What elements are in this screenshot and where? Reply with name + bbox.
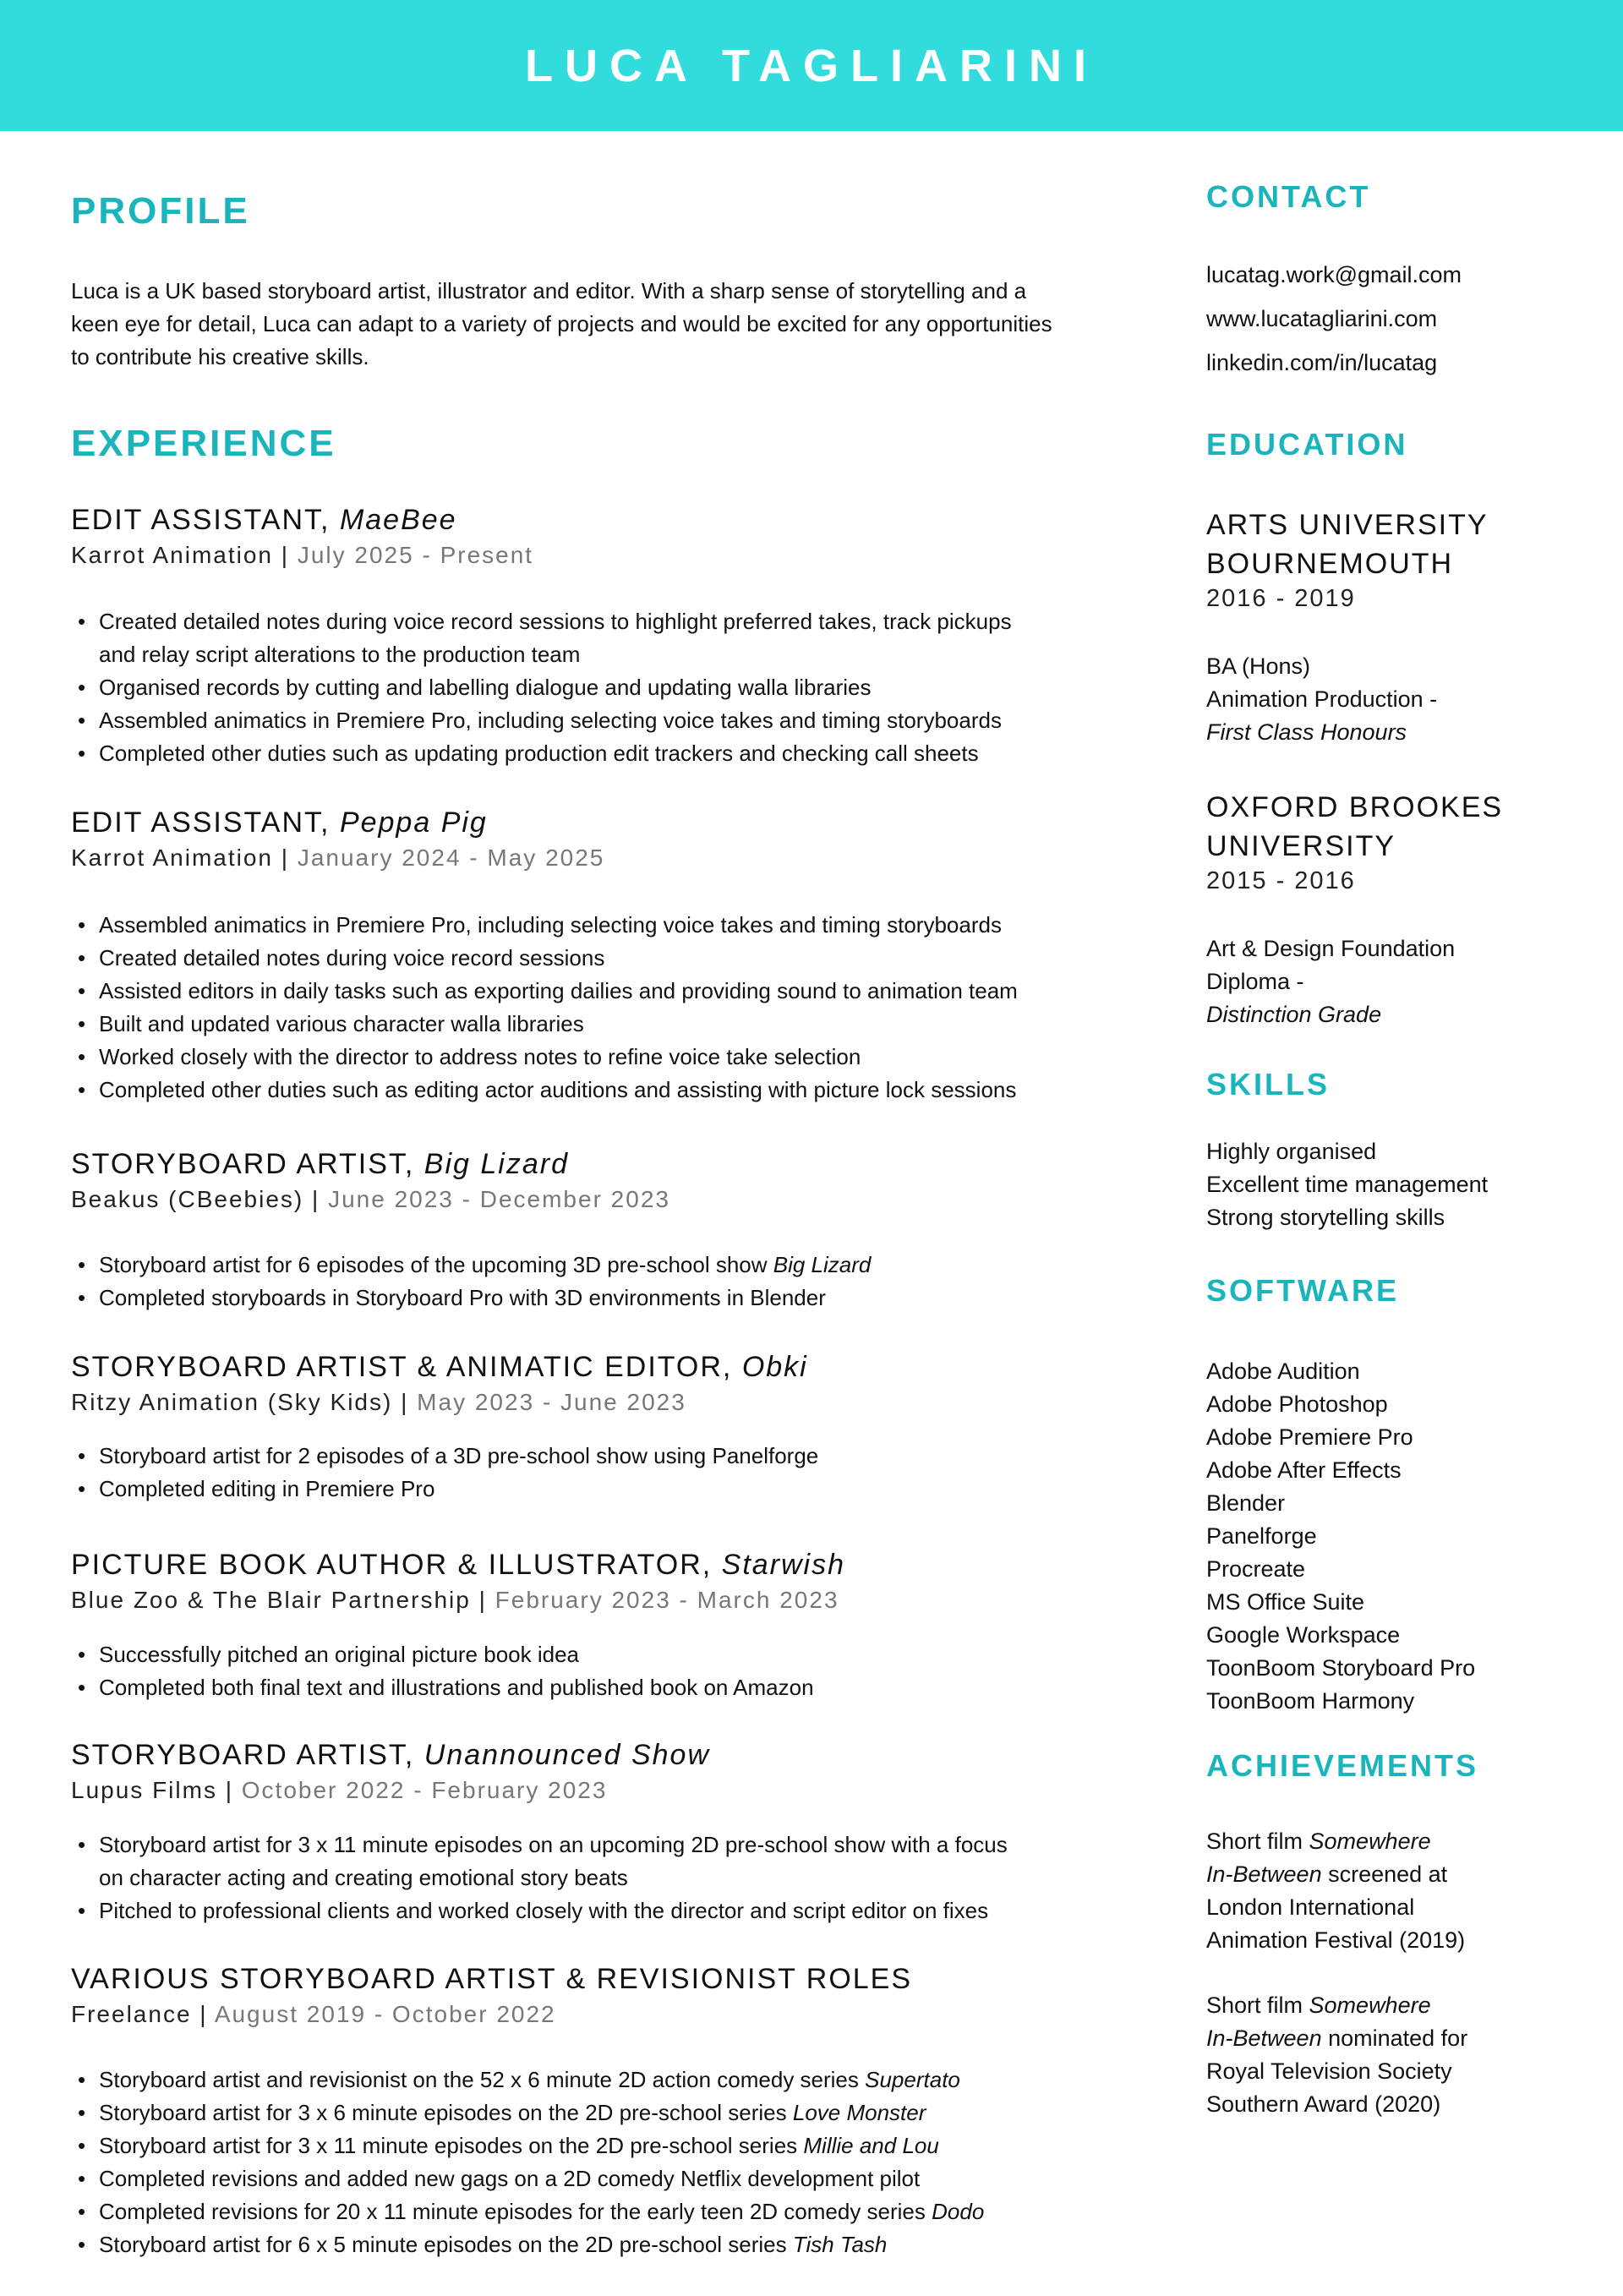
job-company: Freelance: [71, 2001, 192, 2027]
job-bullets: [71, 1638, 814, 1704]
job-show: Starwish: [721, 1549, 846, 1581]
achievement-line: Royal Television Society: [1206, 2058, 1452, 2084]
software-list: [1206, 1355, 1475, 1718]
achievement-text: Short film: [1206, 1829, 1309, 1854]
education-heading: EDUCATION: [1206, 427, 1408, 462]
bullet-show-title: Supertato: [865, 2067, 960, 2092]
school-name: UNIVERSITY: [1206, 830, 1396, 862]
job-role: VARIOUS STORYBOARD ARTIST & REVISIONIST ROLES: [71, 1963, 913, 1995]
job-show: Unannounced Show: [424, 1739, 711, 1771]
achievement-line: [1206, 2022, 1467, 2055]
skill-item: Excellent time management: [1206, 1172, 1489, 1197]
bullet-text: Storyboard artist for 6 episodes of the upcoming 3D pre-school show: [99, 1252, 773, 1277]
bullet-item-continued: [71, 638, 1012, 671]
job-company: Blue Zoo & The Blair Partnership: [71, 1587, 471, 1613]
job-separator: |: [312, 1186, 320, 1212]
job-company: Karrot Animation: [71, 845, 273, 871]
job-entry: [71, 805, 1170, 876]
job-company-line: [71, 1773, 1170, 1808]
profile-line: Luca is a UK based storyboard artist, illustrator and editor. With a sharp sense of storytelling and a: [71, 278, 1027, 303]
job-role: PICTURE BOOK AUTHOR & ILLUSTRATOR,: [71, 1549, 722, 1581]
job-dates: October 2022 - February 2023: [241, 1777, 608, 1803]
bullet-item: • Organised records by cutting and labelling dialogue and updating walla libraries: [71, 671, 1012, 704]
job-entry: [71, 1547, 1170, 1618]
degree-line: Art & Design Foundation: [1206, 936, 1456, 961]
software-item: Adobe After Effects: [1206, 1457, 1402, 1483]
job-role: EDIT ASSISTANT,: [71, 504, 340, 536]
school-years: 2015 - 2016: [1206, 867, 1356, 894]
software-item: Google Workspace: [1206, 1622, 1401, 1648]
job-title: [71, 1547, 1170, 1583]
job-role: STORYBOARD ARTIST,: [71, 1739, 424, 1771]
software-item: Adobe Premiere Pro: [1206, 1424, 1413, 1450]
job-company-line: [71, 840, 1170, 876]
job-company-line: [71, 1385, 1170, 1420]
job-dates: February 2023 - March 2023: [495, 1587, 839, 1613]
film-title: In-Between: [1206, 1861, 1322, 1887]
job-bullets: [71, 2064, 984, 2261]
software-item: MS Office Suite: [1206, 1589, 1365, 1615]
bullet-item: • Built and updated various character walla libraries: [71, 1008, 1018, 1041]
software-item: Adobe Photoshop: [1206, 1391, 1388, 1417]
achievements-heading: ACHIEVEMENTS: [1206, 1748, 1479, 1783]
job-dates: July 2025 - Present: [297, 542, 534, 568]
film-title: Somewhere: [1309, 1993, 1431, 2018]
job-title: [71, 502, 1170, 538]
contact-website[interactable]: www.lucatagliarini.com: [1206, 306, 1438, 331]
software-item: Panelforge: [1206, 1523, 1317, 1549]
bullet-item: • Completed revisions and added new gags on a 2D comedy Netflix development pilot: [71, 2162, 984, 2195]
job-bullets: [71, 909, 1018, 1107]
bullet-text: Storyboard artist for 6 x 5 minute episodes on the 2D pre-school series: [99, 2232, 793, 2257]
job-entry: [71, 1961, 1170, 2032]
film-title: In-Between: [1206, 2025, 1322, 2051]
bullet-item: [71, 2064, 984, 2096]
skills-heading: SKILLS: [1206, 1067, 1331, 1102]
job-separator: |: [225, 1777, 233, 1803]
school-name: BOURNEMOUTH: [1206, 548, 1454, 580]
job-role: STORYBOARD ARTIST & ANIMATIC EDITOR,: [71, 1351, 742, 1383]
bullet-item: [71, 2228, 984, 2261]
bullet-item: • Worked closely with the director to address notes to refine voice take selection: [71, 1041, 1018, 1074]
software-item: Adobe Audition: [1206, 1358, 1360, 1384]
bullet-item: [71, 1249, 871, 1282]
job-company: Ritzy Animation (Sky Kids): [71, 1389, 393, 1415]
school-name: ARTS UNIVERSITY: [1206, 509, 1489, 541]
job-separator: |: [401, 1389, 409, 1415]
bullet-item: • Completed storyboards in Storyboard Pro with 3D environments in Blender: [71, 1282, 871, 1315]
bullet-item: • Assembled animatics in Premiere Pro, including selecting voice takes and timing storyboards: [71, 704, 1012, 737]
bullet-item: • Completed editing in Premiere Pro: [71, 1473, 818, 1506]
profile-line: to contribute his creative skills.: [71, 344, 369, 369]
experience-heading: EXPERIENCE: [71, 423, 336, 464]
software-item: ToonBoom Harmony: [1206, 1688, 1415, 1714]
degree-grade: Distinction Grade: [1206, 1002, 1382, 1027]
school-name: OXFORD BROOKES: [1206, 791, 1504, 823]
bullet-item: • Completed other duties such as editing actor auditions and assisting with picture lock sessions: [71, 1074, 1018, 1107]
job-entry: [71, 502, 1170, 573]
job-bullets: [71, 605, 1012, 770]
achievement-item: [1206, 1825, 1465, 1957]
bullet-item: • Pitched to professional clients and worked closely with the director and script editor on fixes: [71, 1894, 1008, 1927]
bullet-item: [71, 2096, 984, 2129]
job-role: EDIT ASSISTANT,: [71, 806, 340, 839]
bullet-show-title: Love Monster: [792, 2100, 926, 2125]
software-item: Blender: [1206, 1490, 1286, 1516]
job-role: STORYBOARD ARTIST,: [71, 1148, 424, 1180]
bullet-item: • Assembled animatics in Premiere Pro, including selecting voice takes and timing storyboards: [71, 909, 1018, 942]
bullet-item: • Storyboard artist for 2 episodes of a 3D pre-school show using Panelforge: [71, 1440, 818, 1473]
bullet-show-title: Millie and Lou: [803, 2133, 939, 2158]
bullet-item: • Storyboard artist for 3 x 11 minute episodes on an upcoming 2D pre-school show with a focus: [71, 1829, 1008, 1861]
achievement-line: London International: [1206, 1894, 1415, 1920]
job-title: [71, 805, 1170, 840]
achievement-line: [1206, 1825, 1465, 1858]
contact-linkedin[interactable]: linkedin.com/in/lucatag: [1206, 350, 1438, 375]
job-dates: January 2024 - May 2025: [297, 845, 605, 871]
bullet-item: • Successfully pitched an original picture book idea: [71, 1638, 814, 1671]
degree-line: Diploma -: [1206, 969, 1304, 994]
job-separator: |: [281, 845, 290, 871]
job-show: Obki: [741, 1351, 808, 1383]
bullet-item-continued: [71, 1861, 1008, 1894]
profile-text: [71, 275, 1052, 374]
job-company-line: [71, 1182, 1170, 1217]
job-title: [71, 1146, 1170, 1182]
bullet-show-title: Dodo: [932, 2199, 985, 2224]
name-banner: [0, 0, 1623, 131]
job-bullets: [71, 1249, 871, 1315]
bullet-item: [71, 2129, 984, 2162]
job-company: Karrot Animation: [71, 542, 273, 568]
profile-line: keen eye for detail, Luca can adapt to a variety of projects and would be excited for any opportunities: [71, 311, 1052, 336]
degree-line: Animation Production -: [1206, 686, 1438, 712]
achievement-text: Short film: [1206, 1993, 1309, 2018]
software-item: Procreate: [1206, 1556, 1306, 1582]
bullet-item: • Created detailed notes during voice record sessions to highlight preferred takes, track pickups: [71, 605, 1012, 638]
achievement-text: nominated for: [1321, 2025, 1468, 2051]
bullet-text: Storyboard artist for 3 x 11 minute episodes on the 2D pre-school series: [99, 2133, 804, 2158]
job-dates: June 2023 - December 2023: [328, 1186, 670, 1212]
bullet-text: Storyboard artist and revisionist on the 52 x 6 minute 2D action comedy series: [99, 2067, 866, 2092]
achievement-line: [1206, 1989, 1467, 2022]
job-separator: |: [199, 2001, 208, 2027]
software-item: ToonBoom Storyboard Pro: [1206, 1655, 1476, 1681]
bullet-item: [71, 2195, 984, 2228]
achievement-line: [1206, 1858, 1465, 1891]
job-entry: [71, 1349, 1170, 1420]
job-dates: August 2019 - October 2022: [214, 2001, 556, 2027]
job-bullets: [71, 1829, 1008, 1927]
job-company-line: [71, 1997, 1170, 2032]
contact-heading: CONTACT: [1206, 179, 1371, 214]
bullet-item: • Completed other duties such as updating production edit trackers and checking call sheets: [71, 737, 1012, 770]
bullet-show-title: Tish Tash: [792, 2232, 888, 2257]
software-heading: SOFTWARE: [1206, 1273, 1399, 1308]
bullet-text: Completed revisions for 20 x 11 minute episodes for the early teen 2D comedy series: [99, 2199, 932, 2224]
bullet-item: • Completed both final text and illustrations and published book on Amazon: [71, 1671, 814, 1704]
candidate-name: LUCA TAGLIARINI: [525, 40, 1098, 91]
job-separator: |: [281, 542, 290, 568]
job-entry: [71, 1737, 1170, 1808]
achievement-text: screened at: [1321, 1861, 1448, 1887]
bullet-item: • Assisted editors in daily tasks such as exporting dailies and providing sound to animation team: [71, 975, 1018, 1008]
degree-grade: First Class Honours: [1206, 719, 1407, 745]
job-dates: May 2023 - June 2023: [417, 1389, 686, 1415]
job-title: [71, 1961, 1170, 1997]
job-show: Peppa Pig: [339, 806, 488, 839]
bullet-item: • Created detailed notes during voice record sessions: [71, 942, 1018, 975]
skill-item: Strong storytelling skills: [1206, 1205, 1445, 1230]
bullet-text: Storyboard artist for 3 x 6 minute episodes on the 2D pre-school series: [99, 2100, 793, 2125]
school-years: 2016 - 2019: [1206, 585, 1356, 612]
job-show: MaeBee: [339, 504, 457, 536]
skill-item: Highly organised: [1206, 1139, 1377, 1164]
job-company: Beakus (CBeebies): [71, 1186, 304, 1212]
skills-list: [1206, 1135, 1488, 1234]
job-show: Big Lizard: [424, 1148, 569, 1180]
degree-line: BA (Hons): [1206, 653, 1311, 679]
job-title: [71, 1737, 1170, 1773]
job-company-line: [71, 1583, 1170, 1618]
film-title: Somewhere: [1309, 1829, 1431, 1854]
job-entry: [71, 1146, 1170, 1217]
achievement-item: [1206, 1989, 1467, 2121]
job-company-line: [71, 538, 1170, 573]
bullet-continuation: on character acting and creating emotional story beats: [99, 1865, 628, 1890]
job-title: [71, 1349, 1170, 1385]
bullet-continuation: and relay script alterations to the production team: [99, 642, 581, 667]
job-bullets: [71, 1440, 818, 1506]
contact-email[interactable]: lucatag.work@gmail.com: [1206, 262, 1462, 287]
bullet-show-title: Big Lizard: [773, 1252, 872, 1277]
job-company: Lupus Films: [71, 1777, 217, 1803]
achievement-line: Animation Festival (2019): [1206, 1927, 1466, 1953]
job-separator: |: [478, 1587, 487, 1613]
profile-heading: PROFILE: [71, 190, 250, 232]
achievement-line: Southern Award (2020): [1206, 2091, 1441, 2117]
